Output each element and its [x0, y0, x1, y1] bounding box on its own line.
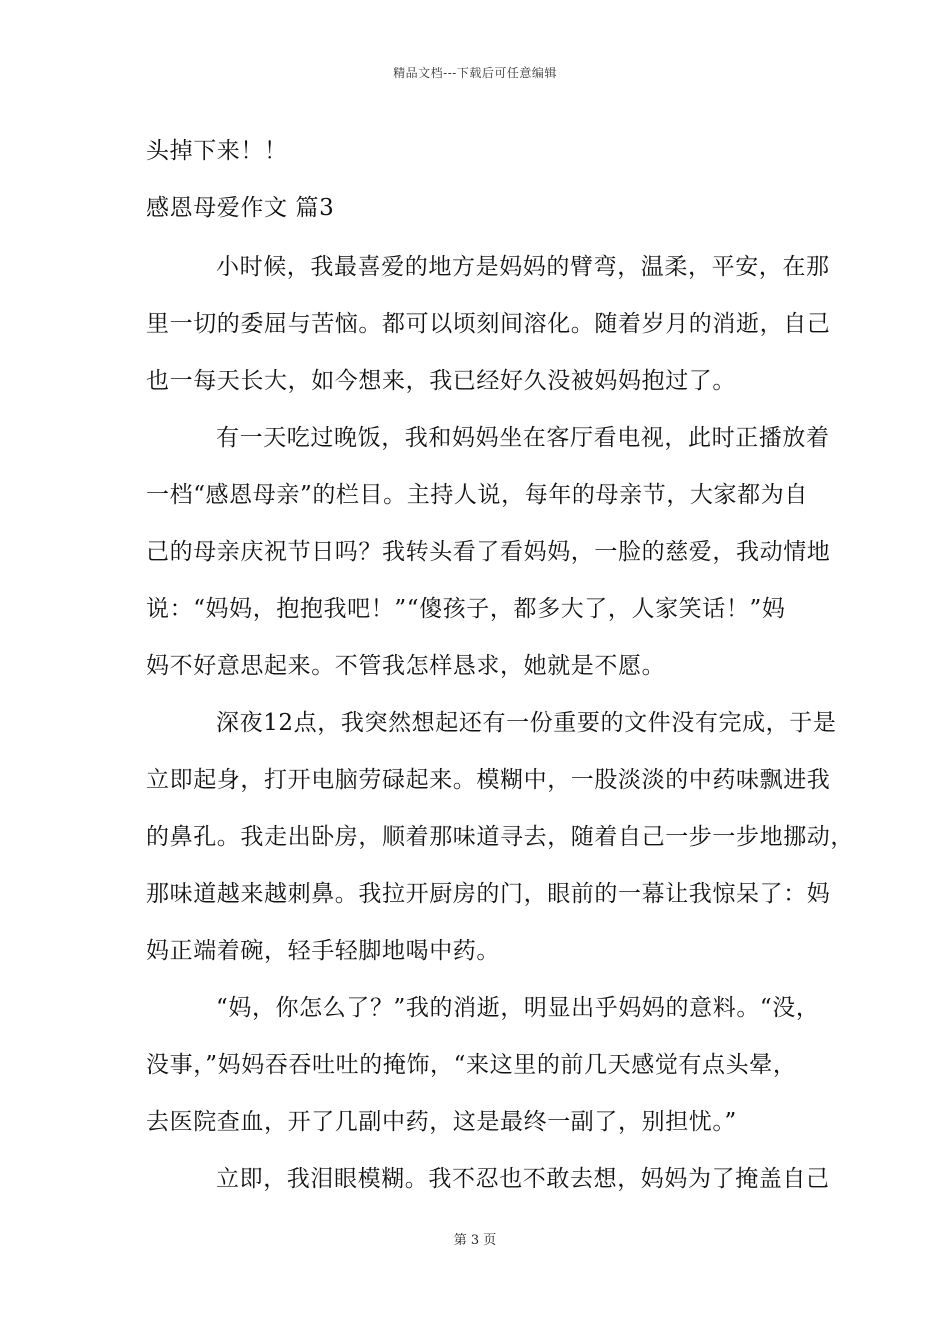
- body-line: 妈不好意思起来。不管我怎样恳求，她就是不愿。: [146, 653, 666, 679]
- body-line: 里一切的委屈与苦恼。都可以顷刻间溶化。随着岁月的消逝，自己: [146, 311, 831, 337]
- body-line: 有一天吃过晚饭，我和妈妈坐在客厅看电视，此时正播放着: [216, 425, 830, 451]
- body-line: 那味道越来越刺鼻。我拉开厨房的门，眼前的一幕让我惊呆了：妈: [146, 881, 831, 907]
- body-line: 立即，我泪眼模糊。我不忍也不敢去想，妈妈为了掩盖自己: [216, 1166, 830, 1192]
- section-heading: 感恩母爱作文 篇3: [146, 195, 335, 221]
- body-line: 己的母亲庆祝节日吗？我转头看了看妈妈，一脸的慈爱，我动情地: [146, 539, 831, 565]
- page-header: 精品文档---下载后可任意编辑: [393, 66, 557, 80]
- body-line: 妈正端着碗，轻手轻脚地喝中药。: [146, 938, 500, 964]
- body-line: 头掉下来！！: [146, 138, 288, 164]
- body-line: 立即起身，打开电脑劳碌起来。模糊中，一股淡淡的中药味飘进我: [146, 767, 831, 793]
- body-line: 一档“感恩母亲”的栏目。主持人说，每年的母亲节，大家都为自: [146, 482, 808, 508]
- body-line: 去医院查血，开了几副中药，这是最终一副了，别担忧。”: [146, 1109, 737, 1135]
- page-footer: 第 3 页: [453, 1233, 497, 1248]
- body-line: 没事，”妈妈吞吞吐吐的掩饰，“来这里的前几天感觉有点头晕，: [146, 1052, 797, 1078]
- body-line: 也一每天长大，如今想来，我已经好久没被妈妈抱过了。: [146, 368, 736, 394]
- body-line: 说：“妈妈，抱抱我吧！”“傻孩子，都多大了，人家笑话！”妈: [146, 596, 786, 622]
- body-line: 小时候，我最喜爱的地方是妈妈的臂弯，温柔，平安，在那: [216, 254, 830, 280]
- body-line: 的鼻孔。我走出卧房，顺着那味道寻去，随着自己一步一步地挪动，: [146, 824, 854, 850]
- body-line: “妈，你怎么了？”我的消逝，明显出乎妈妈的意料。“没，: [216, 995, 820, 1021]
- body-line: 深夜12点，我突然想起还有一份重要的文件没有完成，于是: [216, 710, 837, 736]
